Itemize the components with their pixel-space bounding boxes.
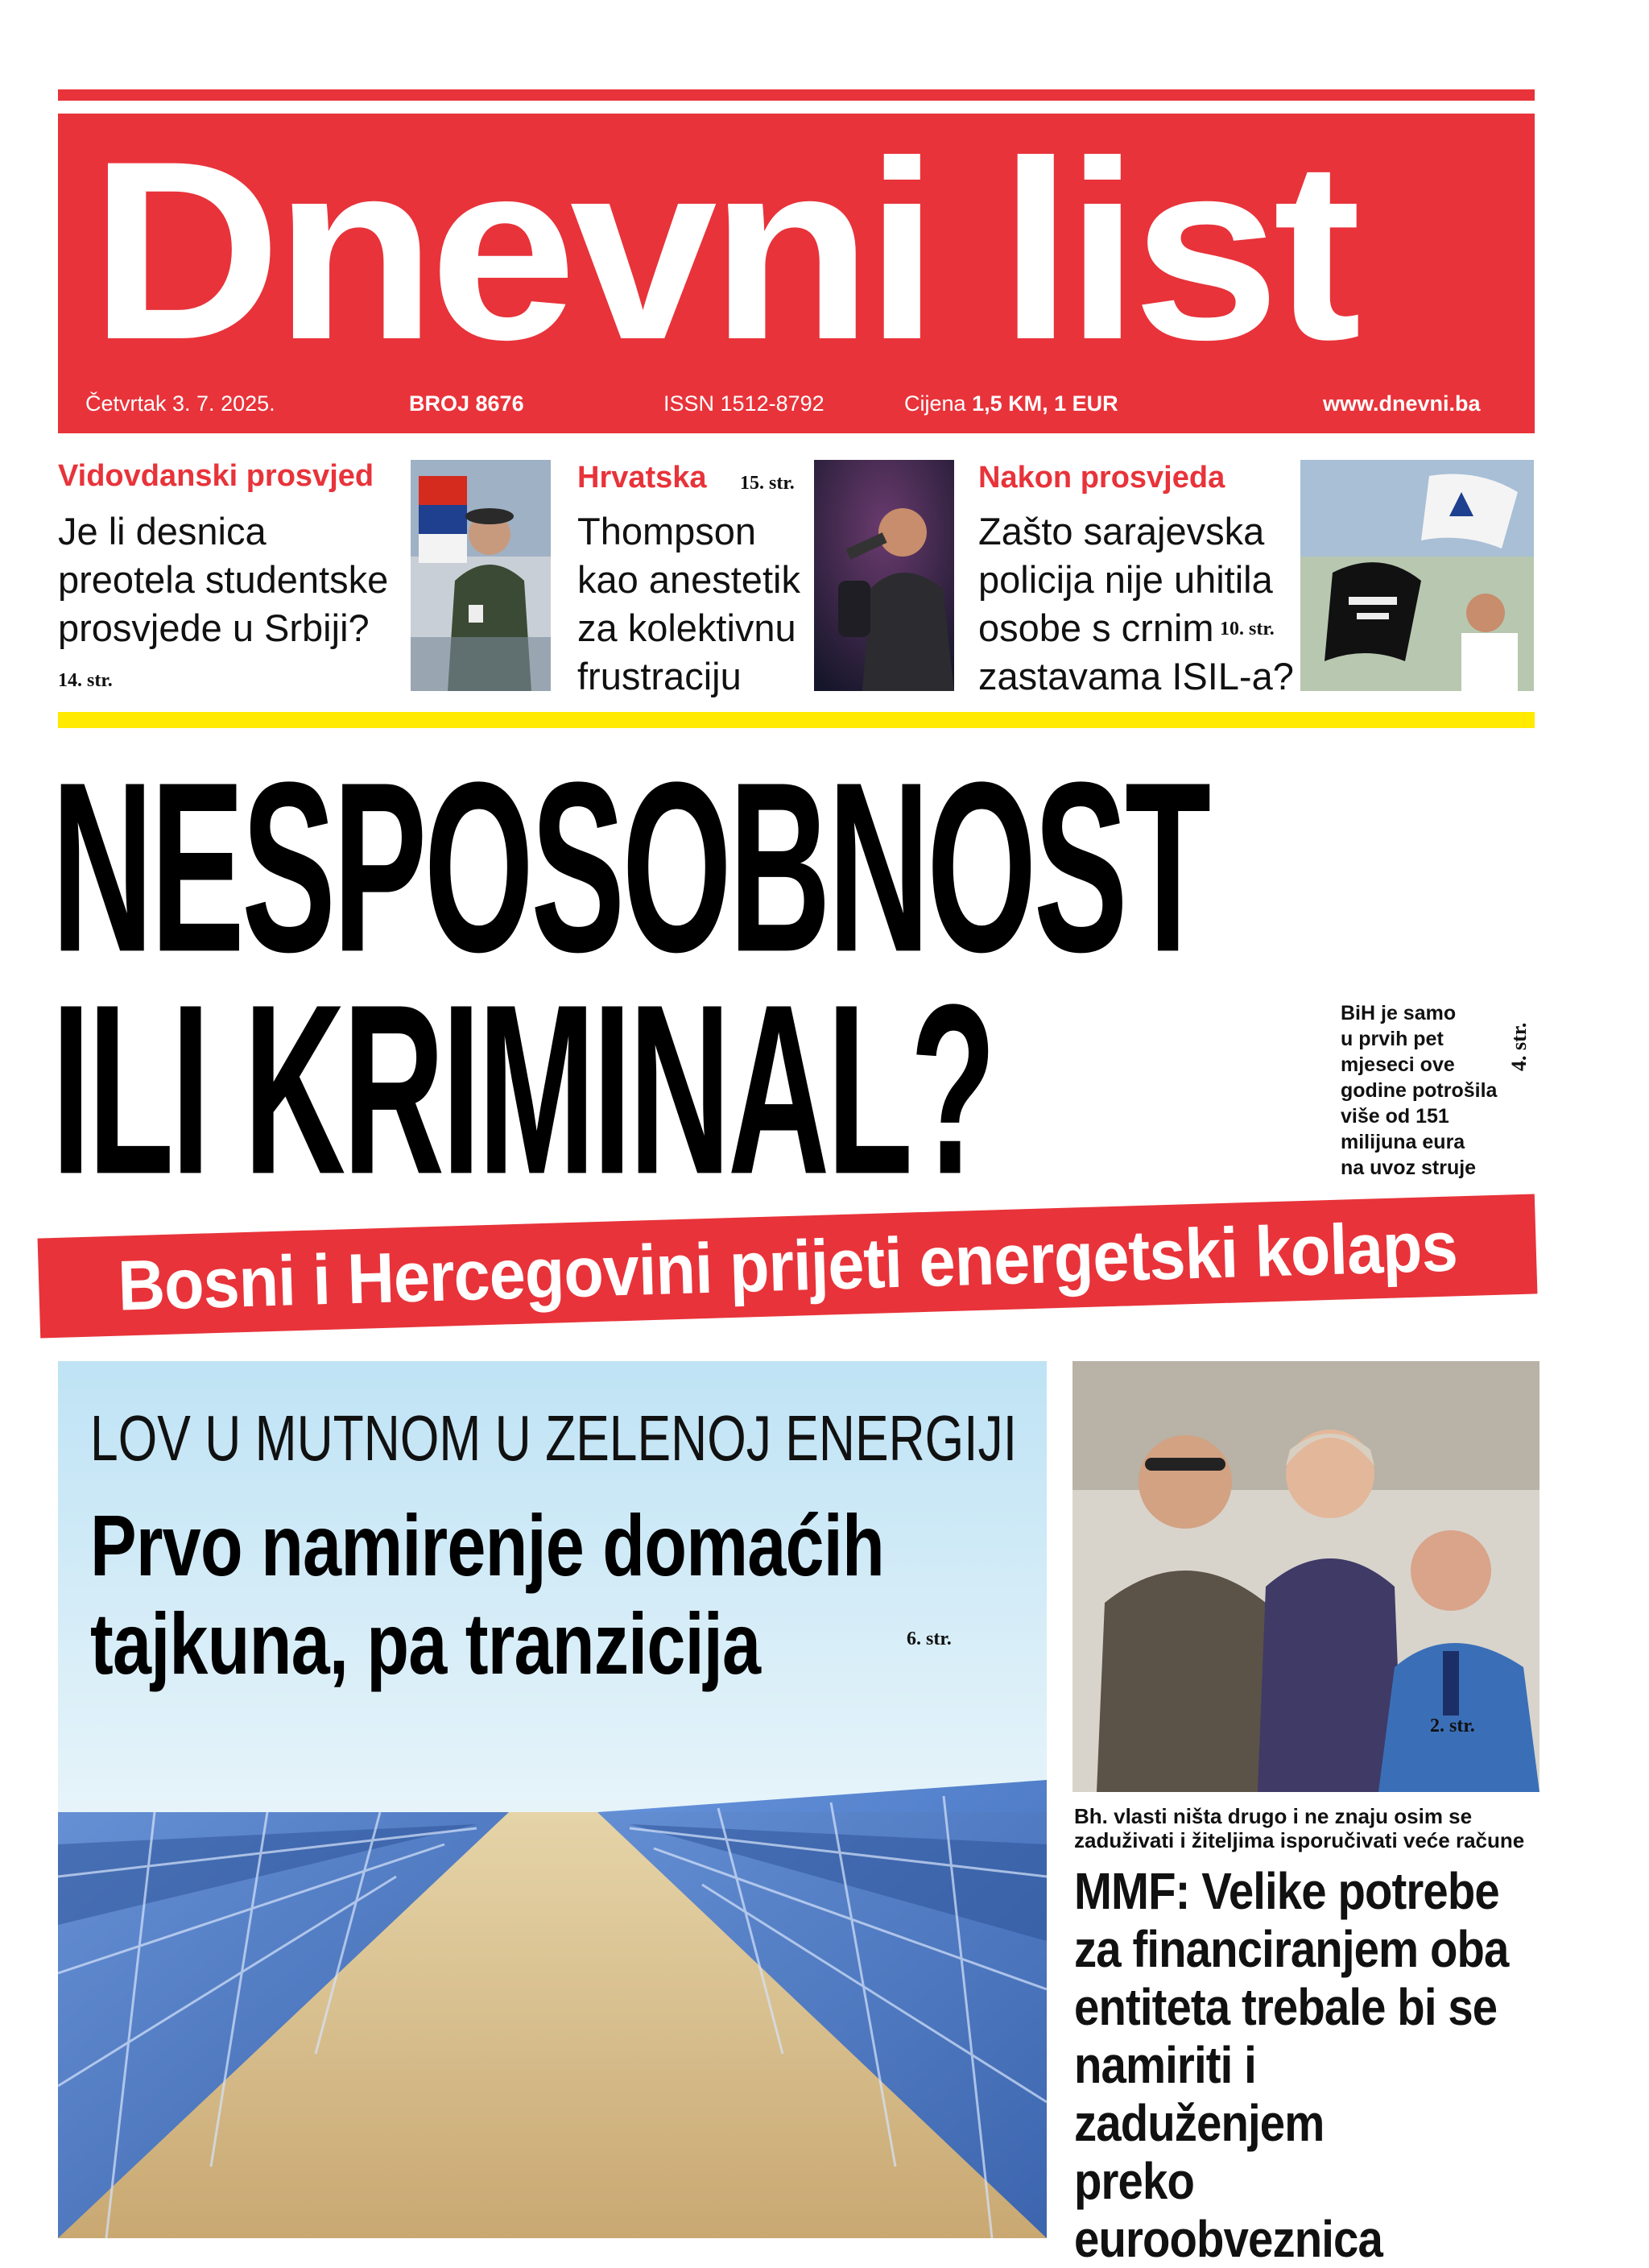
flags-photo-icon (1300, 460, 1534, 691)
lead-side-note (1341, 1000, 1502, 1181)
newspaper-logo[interactable]: Dnevni list (90, 108, 1355, 392)
side-note-line: BiH je samo (1341, 1002, 1457, 1024)
website-link[interactable]: www.dnevni.ba (1323, 391, 1481, 416)
caption-line: zaduživati i žiteljima isporučivati veće račune (1074, 1828, 1525, 1852)
solar-feature-photo[interactable] (58, 1361, 1047, 2238)
issue-number: BROJ 8676 (409, 391, 524, 416)
mmf-caption (1074, 1804, 1541, 1852)
side-note-line: godine potrošila (1341, 1079, 1498, 1102)
mmf-headline-line: namiriti i zaduženjem (1074, 2036, 1325, 2152)
teaser-2-photo[interactable] (814, 460, 954, 691)
teaser-2-page: 15. str. (740, 473, 795, 494)
teaser-2-line: za kolektivnu (577, 606, 796, 649)
teaser-1-page: 14. str. (58, 670, 113, 691)
mmf-headline[interactable] (1074, 1862, 1514, 2268)
side-note-line: u prvih pet (1341, 1028, 1444, 1050)
mmf-headline-line: entiteta trebale bi se (1074, 1978, 1498, 2036)
singer-photo-icon (814, 460, 954, 691)
masthead (58, 108, 1535, 433)
solar-headline-line2[interactable]: tajkuna, pa tranzicija (90, 1595, 761, 1692)
side-note-line: milijuna eura (1341, 1131, 1465, 1153)
teaser-1-kicker[interactable]: Vidovdanski prosvjed (58, 459, 374, 493)
solar-headline-line1[interactable]: Prvo namirenje domaćih (90, 1496, 884, 1594)
solar-page-ref: 6. str. (907, 1629, 952, 1649)
teaser-2-text[interactable] (577, 507, 819, 701)
side-note-line: na uvoz struje (1341, 1157, 1477, 1179)
teaser-2-line: kao anestetik (577, 558, 800, 601)
teaser-3-kicker[interactable]: Nakon prosvjeda (978, 461, 1225, 495)
teaser-2-kicker[interactable]: Hrvatska (577, 461, 707, 495)
teaser-1-text[interactable] (58, 507, 412, 652)
price-value: 1,5 KM, 1 EUR (972, 391, 1118, 416)
teaser-3-line: Zašto sarajevska (978, 510, 1265, 553)
teaser-3-text[interactable] (978, 507, 1300, 701)
teaser-1-photo[interactable] (411, 460, 551, 691)
teaser-3-photo[interactable] (1300, 460, 1534, 691)
teaser-1-line: preotela studentske (58, 558, 389, 601)
teaser-1-line: Je li desnica (58, 510, 267, 553)
side-note-line: više od 151 (1341, 1105, 1449, 1128)
teaser-3-page: 10. str. (1220, 619, 1275, 639)
price-label: Cijena (904, 391, 966, 416)
teaser-3-line: policija nije uhitila (978, 558, 1273, 601)
lead-page-ref: 4. str. (1507, 1022, 1531, 1071)
mmf-page-ref: 2. str. (1430, 1715, 1475, 1736)
accent-rule (58, 712, 1535, 728)
side-note-line: mjeseci ove (1341, 1053, 1455, 1076)
solar-kicker[interactable]: LOV U MUTNOM U ZELENOJ ENERGIJI (90, 1402, 1018, 1474)
teaser-3-line: osobe s crnim (978, 606, 1214, 649)
teaser-2-line: Thompson (577, 510, 757, 553)
lead-headline-line1[interactable]: NESPOSOBNOST (52, 731, 1209, 1003)
solar-panels-icon (58, 1361, 1047, 2238)
caption-line: Bh. vlasti ništa drugo i ne znaju osim se (1074, 1804, 1473, 1828)
issue-date: Četvrtak 3. 7. 2025. (85, 391, 275, 416)
mmf-headline-line: za financiranjem oba (1074, 1920, 1509, 1978)
banner-headline[interactable]: Bosni i Hercegovini prijeti energetski kolaps (116, 1206, 1458, 1326)
lead-headline-line2[interactable]: ILI KRIMINAL? (52, 954, 994, 1225)
price (904, 391, 1118, 416)
teaser-1-line: prosvjede u Srbiji? (58, 606, 370, 649)
protester-photo-icon (411, 460, 551, 691)
issn: ISSN 1512-8792 (663, 391, 824, 416)
teaser-2-line: frustraciju (577, 655, 742, 697)
teaser-3-line: zastavama ISIL-a? (978, 655, 1294, 697)
mmf-headline-line: MMF: Velike potrebe (1074, 1862, 1499, 1920)
top-rule (58, 89, 1535, 101)
mmf-headline-line: preko euroobveznica (1074, 2152, 1382, 2268)
